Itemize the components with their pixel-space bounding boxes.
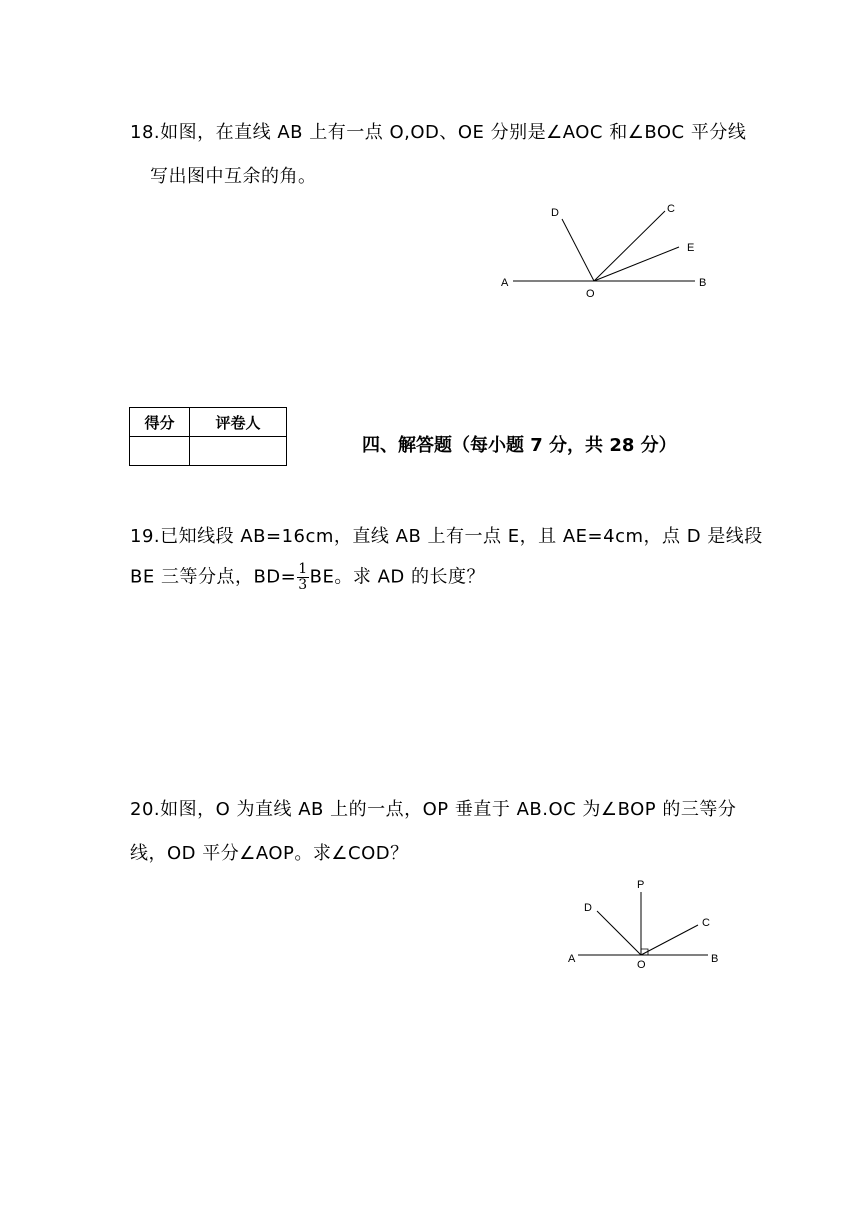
section-title: 四、解答题（每小题 7 分，共 28 分） xyxy=(362,435,677,456)
q18-ray-oe xyxy=(594,247,679,281)
q20-label-o: O xyxy=(637,959,646,971)
q20-label-b: B xyxy=(711,953,719,965)
q18-label-d: D xyxy=(551,207,559,219)
q19-line1: 19.已知线段 AB=16cm，直线 AB 上有一点 E，且 AE=4cm，点 D 是线段 xyxy=(130,526,763,547)
q20-ray-oc xyxy=(641,925,698,955)
q20-label-d: D xyxy=(584,902,592,914)
grader-cell xyxy=(190,437,287,466)
score-col-header: 得分 xyxy=(130,408,190,437)
q18-label-o: O xyxy=(586,288,595,300)
q18-label-c: C xyxy=(667,203,675,215)
q18-ray-oc xyxy=(594,211,665,281)
score-table xyxy=(129,407,287,466)
q18-line1: 18.如图，在直线 AB 上有一点 O,OD、OE 分别是∠AOC 和∠BOC 平分线 xyxy=(130,122,747,143)
q19-line2-pre: BE 三等分点，BD= xyxy=(130,566,297,588)
q20-label-a: A xyxy=(568,953,576,965)
q18-ray-od xyxy=(562,219,594,281)
q19-fraction xyxy=(297,562,308,593)
q19-line2-post: BE。求 AD 的长度？ xyxy=(309,566,485,588)
q19-line2 xyxy=(130,562,485,593)
grader-col-header: 评卷人 xyxy=(190,408,287,437)
fraction-denominator: 3 xyxy=(298,577,308,593)
q20-line2: 线，OD 平分∠AOP。求∠COD？ xyxy=(130,843,409,864)
q20-label-c: C xyxy=(702,917,710,929)
q20-ray-od xyxy=(597,911,641,955)
q18-line2: 写出图中互余的角。 xyxy=(150,166,317,187)
score-cell xyxy=(130,437,190,466)
q18-label-b: B xyxy=(699,277,707,289)
q20-line1: 20.如图，O 为直线 AB 上的一点，OP 垂直于 AB.OC 为∠BOP 的三等分 xyxy=(130,799,737,820)
q20-label-p: P xyxy=(637,879,645,891)
q20-figure xyxy=(560,875,730,975)
q18-label-a: A xyxy=(501,277,509,289)
fraction-numerator: 1 xyxy=(298,561,308,577)
q18-label-e: E xyxy=(687,242,695,254)
q18-figure xyxy=(495,195,720,310)
